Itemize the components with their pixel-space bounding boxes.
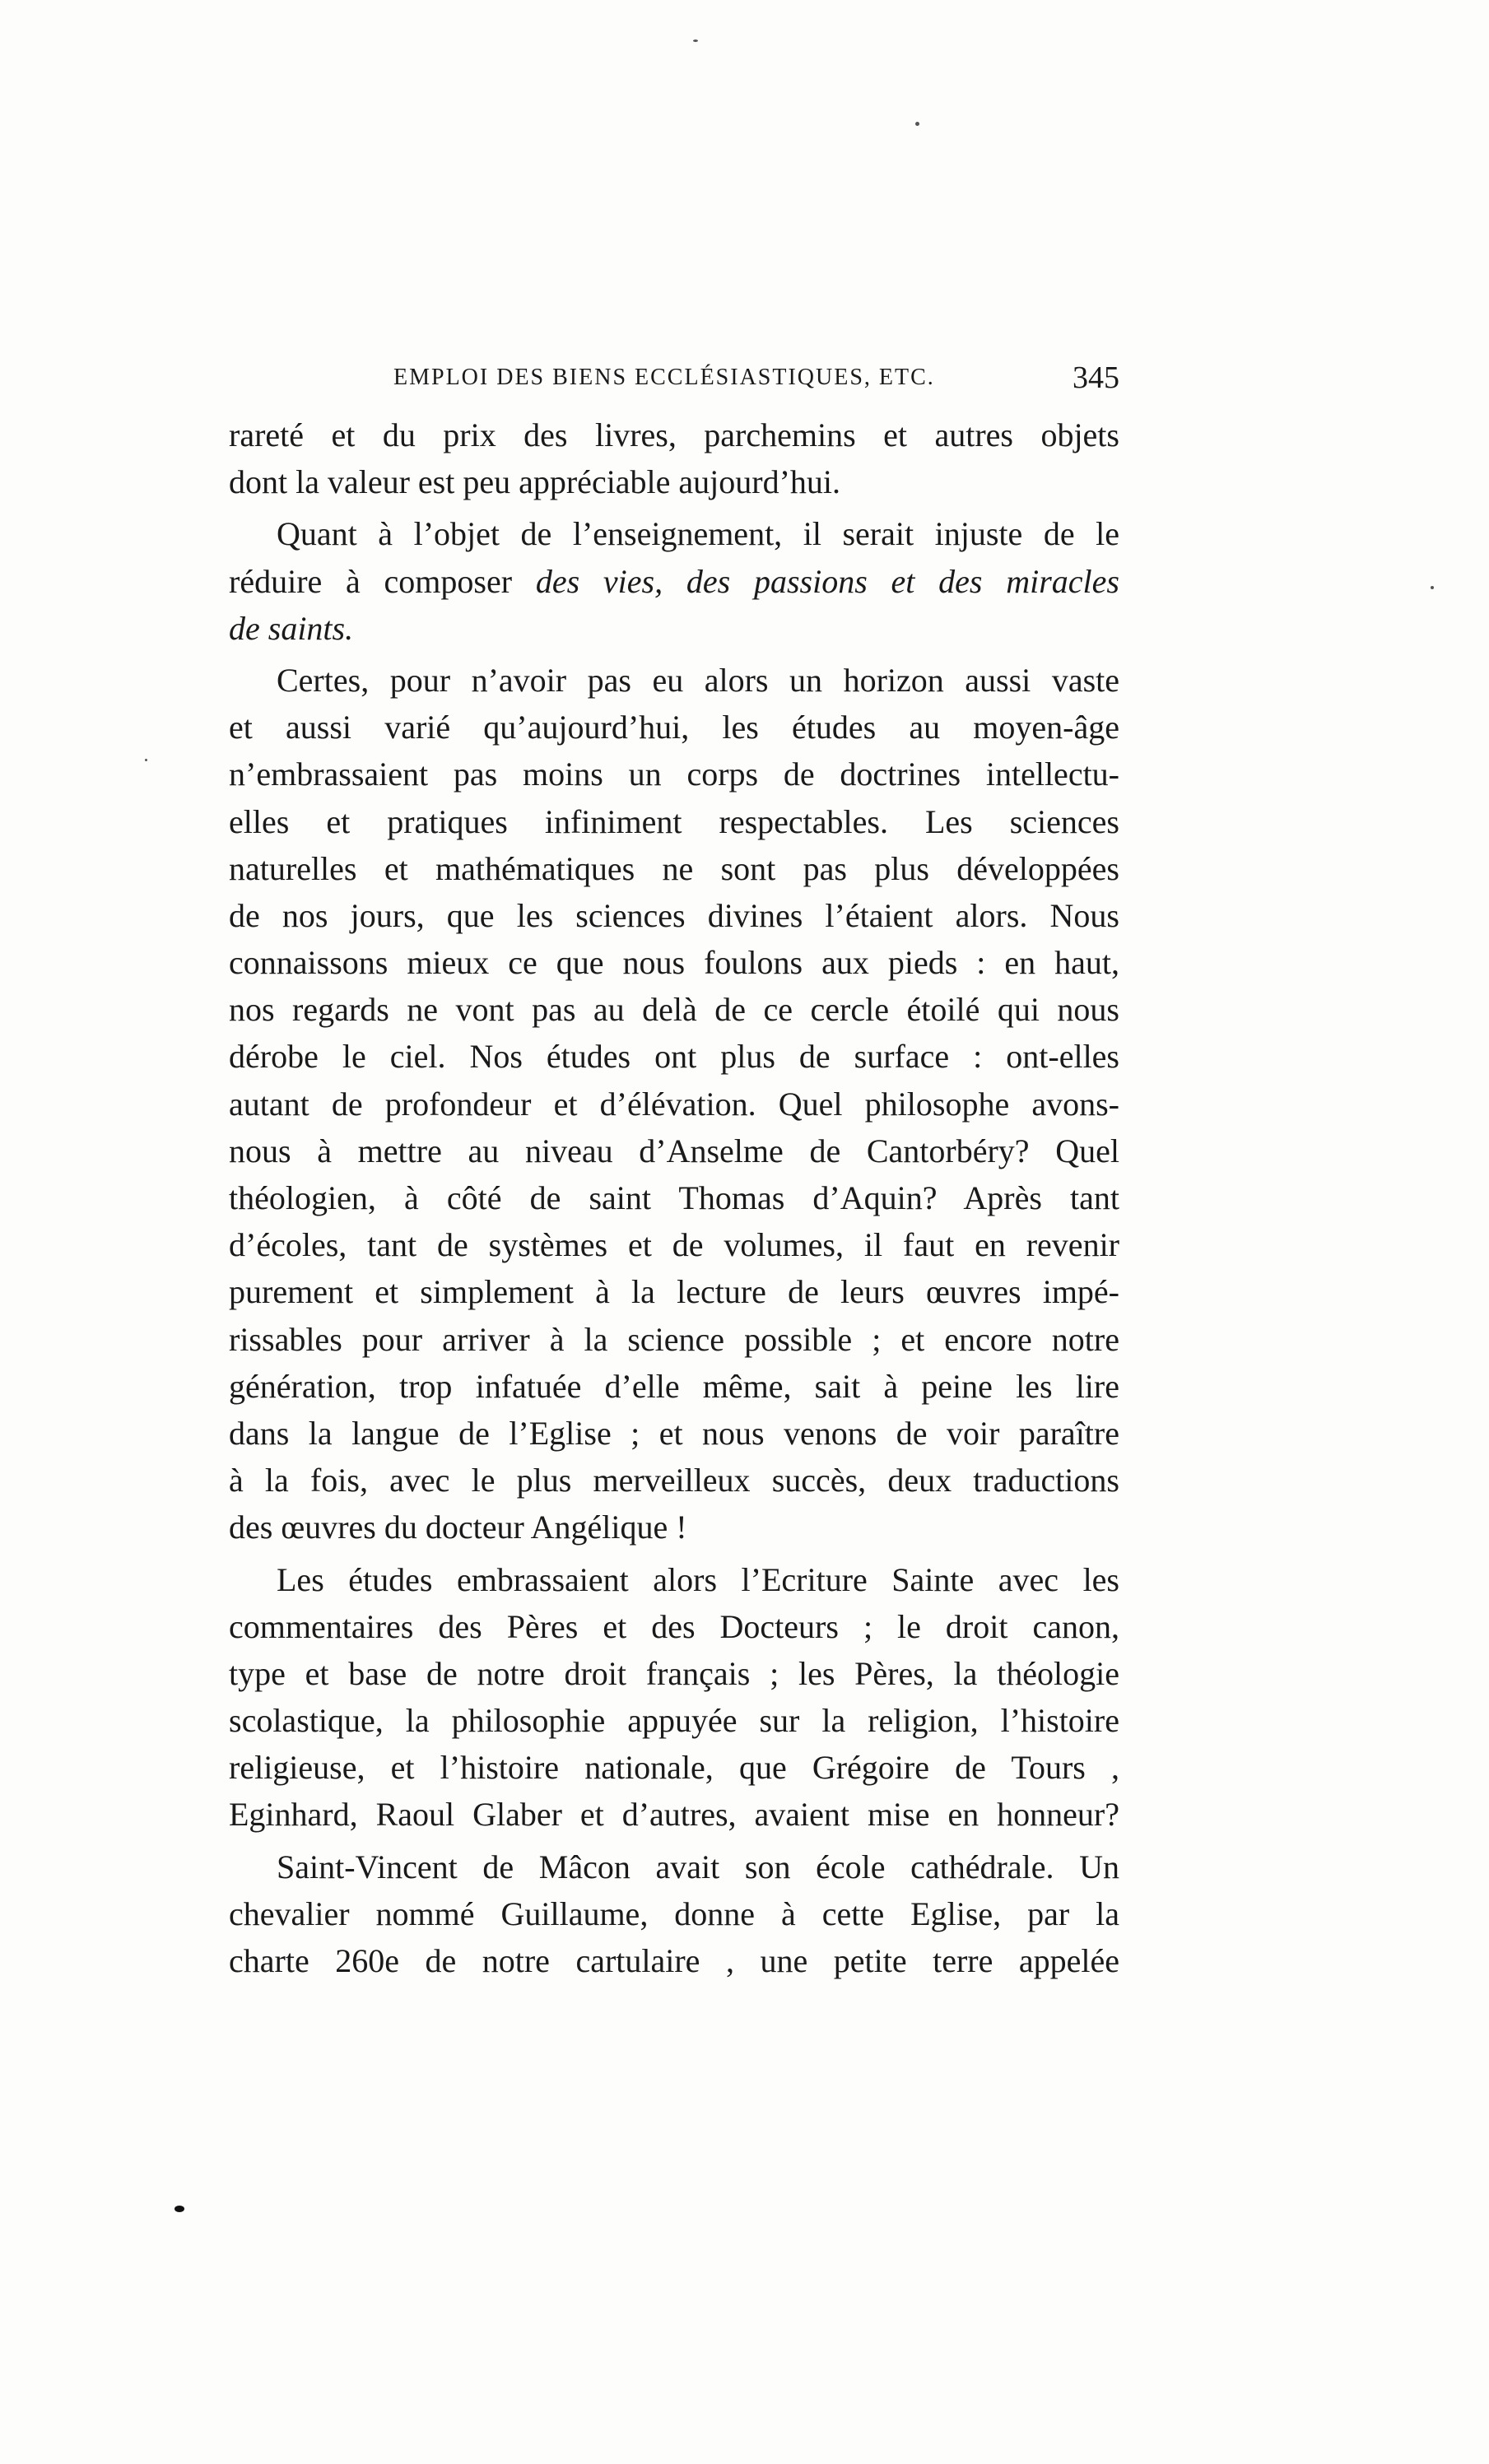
text-line: de nos jours, que les sciences divines l’étaient alors. Nous xyxy=(229,896,1119,934)
text-line: elles et pratiques infiniment respectables. Les sciences xyxy=(229,802,1119,840)
text-line: nous à mettre au niveau d’Anselme de Cantorbéry? Quel xyxy=(229,1132,1119,1169)
text-line: Eginhard, Raoul Glaber et d’autres, avaient mise en honneur? xyxy=(229,1796,1119,1834)
text-line: génération, trop infatuée d’elle même, sait à peine les lire xyxy=(229,1367,1119,1405)
text-fragment: réduire à composer xyxy=(229,562,513,600)
text-line: des œuvres du docteur Angélique ! xyxy=(229,1509,687,1546)
text-line: religieuse, et l’histoire nationale, que Grégoire de Tours , xyxy=(229,1749,1119,1787)
text-line: Saint-Vincent de Mâcon avait son école cathédrale. Un xyxy=(277,1848,1119,1885)
ink-speck xyxy=(145,759,147,761)
text-line: purement et simplement à la lecture de leurs œuvres impé- xyxy=(229,1273,1119,1311)
text-line: de saints. xyxy=(229,609,354,647)
ink-speck xyxy=(915,122,919,126)
italic-fragment: des vies, des passions et des miracles xyxy=(535,562,1119,600)
text-line: d’écoles, tant de systèmes et de volumes, il faut en revenir xyxy=(229,1226,1119,1264)
body-text xyxy=(229,411,1119,1984)
text-line: chevalier nommé Guillaume, donne à cette Eglise, par la xyxy=(229,1894,1119,1932)
text-line: rissables pour arriver à la science possible ; et encore notre xyxy=(229,1320,1119,1358)
running-head xyxy=(229,360,1119,406)
ink-speck xyxy=(174,2206,184,2212)
text-line: Les études embrassaient alors l’Ecriture Sainte avec les xyxy=(277,1560,1119,1598)
ink-speck xyxy=(693,40,698,42)
running-title: EMPLOI DES BIENS ECCLÉSIASTIQUES, ETC. xyxy=(393,365,935,390)
text-line: Certes, pour n’avoir pas eu alors un horizon aussi vaste xyxy=(277,661,1119,699)
text-line: commentaires des Pères et des Docteurs ; le droit canon, xyxy=(229,1607,1119,1645)
text-line: autant de profondeur et d’élévation. Quel philosophe avons- xyxy=(229,1085,1119,1123)
text-line xyxy=(229,558,1119,605)
text-line: dont la valeur est peu appréciable aujourd’hui. xyxy=(229,463,841,501)
text-line: n’embrassaient pas moins un corps de doctrines intellectu- xyxy=(229,755,1119,793)
text-line: scolastique, la philosophie appuyée sur la religion, l’histoire xyxy=(229,1702,1119,1740)
text-line: à la fois, avec le plus merveilleux succès, deux traductions xyxy=(229,1462,1119,1499)
text-line: naturelles et mathématiques ne sont pas plus développées xyxy=(229,849,1119,887)
text-line: connaissons mieux ce que nous foulons aux pieds : en haut, xyxy=(229,944,1119,982)
text-line: charte 260e de notre cartulaire , une petite terre appelée xyxy=(229,1942,1119,1979)
page-number: 345 xyxy=(1073,360,1119,395)
text-line: Quant à l’objet de l’enseignement, il serait injuste de le xyxy=(277,515,1119,553)
text-line: théologien, à côté de saint Thomas d’Aquin? Après tant xyxy=(229,1179,1119,1216)
ink-speck xyxy=(1431,586,1434,589)
text-line: rareté et du prix des livres, parchemins et autres objets xyxy=(229,416,1119,453)
text-line: et aussi varié qu’aujourd’hui, les études au moyen-âge xyxy=(229,709,1119,746)
text-line: nos regards ne vont pas au delà de ce cercle étoilé qui nous xyxy=(229,991,1119,1029)
text-line: dérobe le ciel. Nos études ont plus de surface : ont-elles xyxy=(229,1038,1119,1076)
text-line: dans la langue de l’Eglise ; et nous venons de voir paraître xyxy=(229,1414,1119,1452)
text-line: type et base de notre droit français ; les Pères, la théologie xyxy=(229,1654,1119,1692)
